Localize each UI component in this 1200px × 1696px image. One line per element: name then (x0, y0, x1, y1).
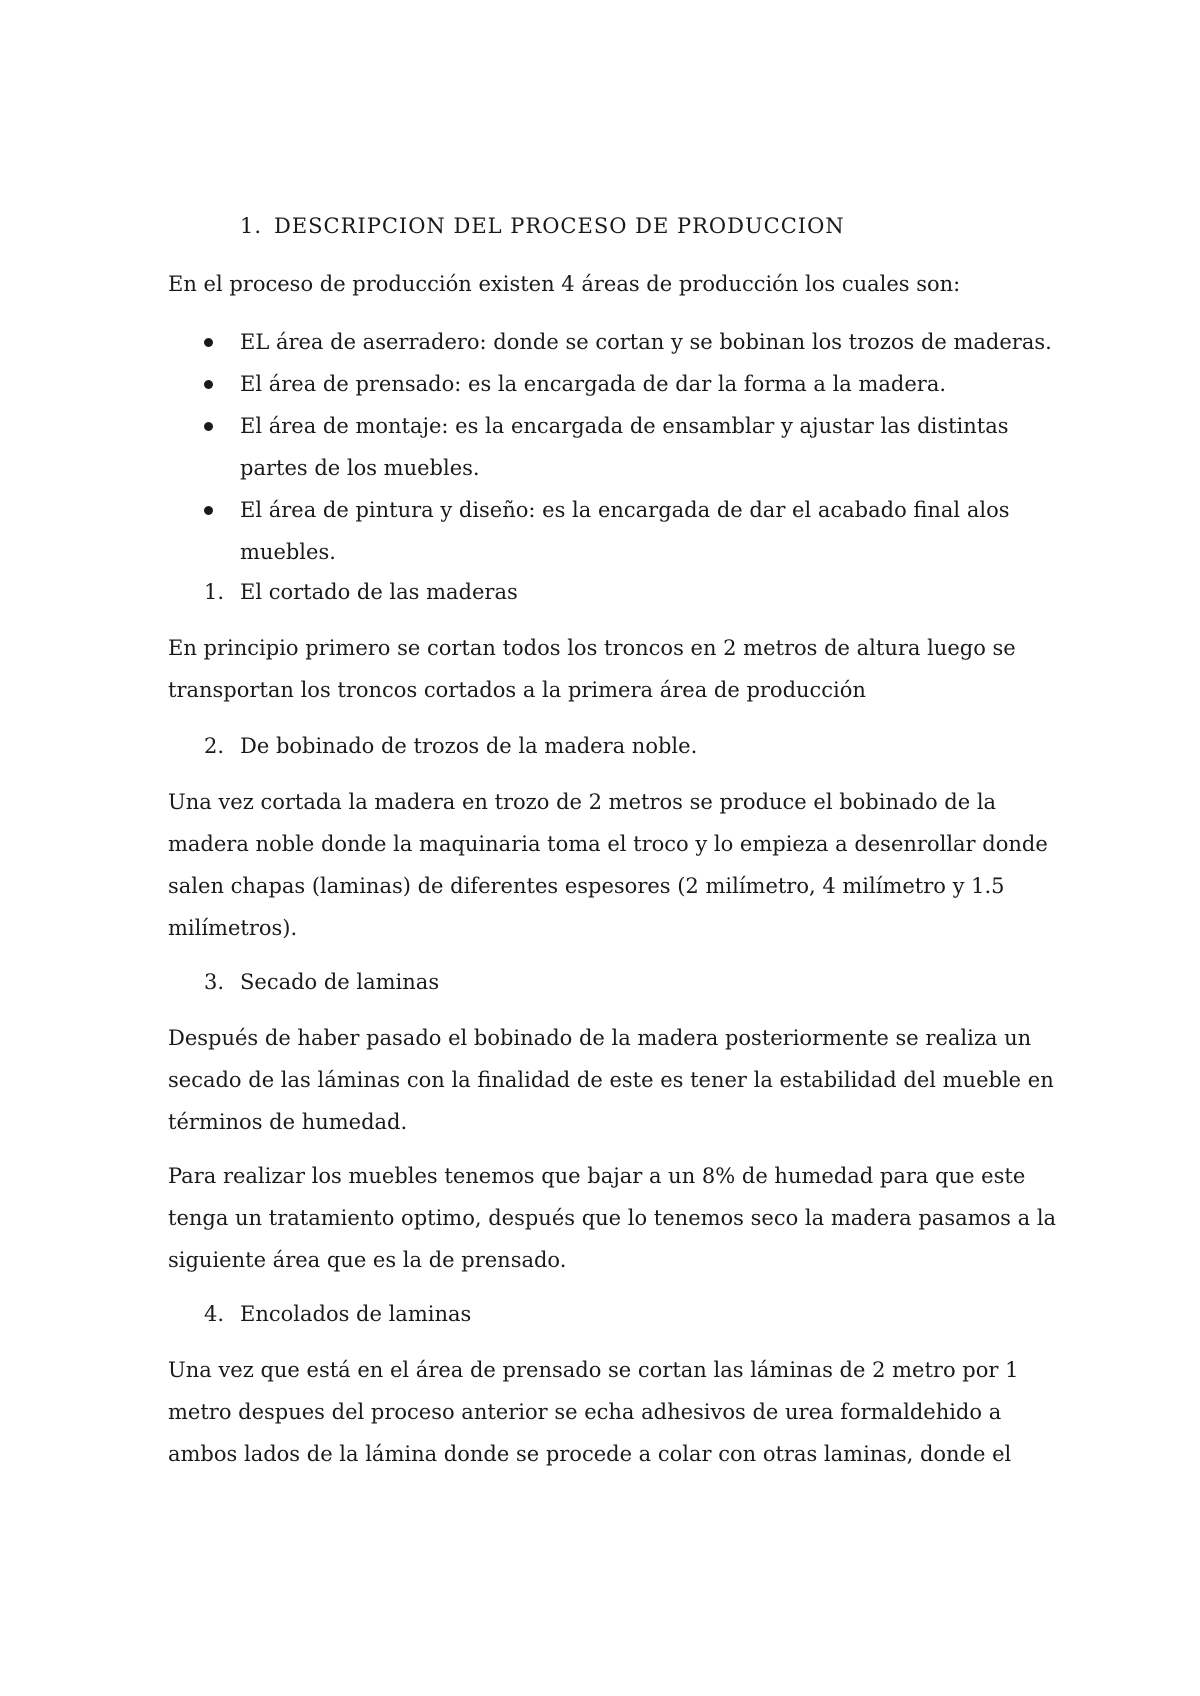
paragraph-line: términos de humedad. (168, 1110, 408, 1134)
paragraph-line: tenga un tratamiento optimo, después que lo tenemos seco la madera pasamos a la (168, 1206, 1057, 1230)
step-number: 1. (204, 580, 225, 604)
list-item-text: muebles. (240, 540, 336, 564)
bullet-icon (204, 338, 213, 347)
paragraph-line: salen chapas (laminas) de diferentes espesores (2 milímetro, 4 milímetro y 1.5 (168, 874, 1005, 898)
step-title: Encolados de laminas (240, 1302, 472, 1326)
paragraph-line: Una vez que está en el área de prensado se cortan las láminas de 2 metro por 1 (168, 1358, 1019, 1382)
step-number: 4. (204, 1302, 225, 1326)
paragraph-line: siguiente área que es la de prensado. (168, 1248, 567, 1272)
bullet-icon (204, 506, 213, 515)
bullet-icon (204, 380, 213, 389)
intro-paragraph: En el proceso de producción existen 4 áreas de producción los cuales son: (168, 272, 961, 296)
paragraph-line: madera noble donde la maquinaria toma el troco y lo empieza a desenrollar donde (168, 832, 1048, 856)
list-item-text: El área de pintura y diseño: es la encargada de dar el acabado final alos (240, 498, 1010, 522)
list-item-text: partes de los muebles. (240, 456, 480, 480)
step-title: El cortado de las maderas (240, 580, 518, 604)
paragraph-line: milímetros). (168, 916, 298, 940)
bullet-icon (204, 422, 213, 431)
paragraph-line: Una vez cortada la madera en trozo de 2 metros se produce el bobinado de la (168, 790, 997, 814)
paragraph-line: secado de las láminas con la finalidad de este es tener la estabilidad del mueble en (168, 1068, 1054, 1092)
list-item-text: El área de montaje: es la encargada de ensamblar y ajustar las distintas (240, 414, 1009, 438)
step-title: Secado de laminas (240, 970, 440, 994)
page-title: DESCRIPCION DEL PROCESO DE PRODUCCION (274, 214, 845, 238)
paragraph-line: Para realizar los muebles tenemos que bajar a un 8% de humedad para que este (168, 1164, 1026, 1188)
heading-number: 1. (240, 214, 263, 238)
paragraph-line: transportan los troncos cortados a la primera área de producción (168, 678, 866, 702)
step-number: 3. (204, 970, 225, 994)
paragraph-line: En principio primero se cortan todos los troncos en 2 metros de altura luego se (168, 636, 1016, 660)
paragraph-line: ambos lados de la lámina donde se procede a colar con otras laminas, donde el (168, 1442, 1012, 1466)
paragraph-line: Después de haber pasado el bobinado de la madera posteriormente se realiza un (168, 1026, 1032, 1050)
list-item-text: El área de prensado: es la encargada de dar la forma a la madera. (240, 372, 947, 396)
step-number: 2. (204, 734, 225, 758)
step-title: De bobinado de trozos de la madera noble. (240, 734, 698, 758)
paragraph-line: metro despues del proceso anterior se echa adhesivos de urea formaldehido a (168, 1400, 1002, 1424)
list-item-text: EL área de aserradero: donde se cortan y se bobinan los trozos de maderas. (240, 330, 1052, 354)
